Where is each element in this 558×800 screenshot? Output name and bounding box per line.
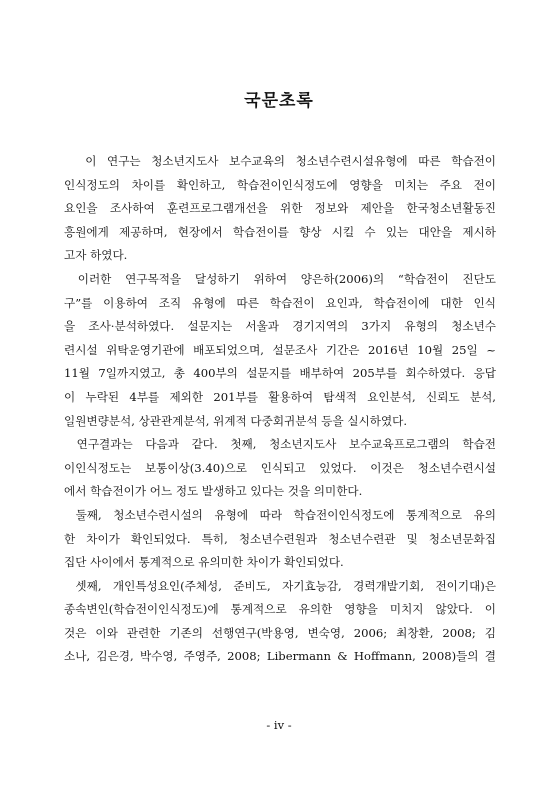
text-line: 것은 이와 관련한 기존의 선행연구(박용영, 변숙영, 2006; 최창환, 2008; 김 [64,625,496,640]
page-title: 국문초록 [244,91,314,111]
text-line: 을 조사·분석하였다. 설문지는 서울과 경기지역의 3가지 유형의 청소년수 [64,319,496,334]
text-line: 이 누락된 4부를 제외한 201부를 활용하여 탐색적 요인분석, 신뢰도 분석, [64,389,496,404]
text-line: 이인식정도는 보통이상(3.40)으로 인식되고 있었다. 이것은 청소년수련시설 [64,460,496,475]
text-line: 집단 사이에서 통계적으로 유의미한 차이가 확인되었다. [64,555,344,570]
text-line: 셋째, 개인특성요인(주체성, 준비도, 자기효능감, 경력개발기회, 전이기대)은 [64,578,496,593]
text-line: 인식정도의 차이를 확인하고, 학습전이인식정도에 영향을 미치는 주요 전이 [64,177,496,192]
text-line: 흥원에게 제공하며, 현장에서 학습전이를 향상 시킬 수 있는 대안을 제시하 [64,224,496,239]
text-line: 요인을 조사하여 훈련프로그램개선을 위한 정보와 제안을 한국청소년활동진 [64,201,496,216]
text-line: 이 연구는 청소년지도사 보수교육의 청소년수련시설유형에 따른 학습전이 [64,154,496,168]
text-line: 소나, 김은경, 박수영, 주영주, 2008; Libermann & Hoffmann, 2008)들의 결 [64,649,496,664]
text-line: 둘째, 청소년수련시설의 유형에 따라 학습전이인식정도에 통계적으로 유의 [64,507,496,522]
text-line: 종속변인(학습전이인식정도)에 통계적으로 유의한 영향을 미치지 않았다. 이 [64,602,496,617]
text-line: 에서 학습전이가 어느 정도 발생하고 있다는 것을 의미한다. [64,484,363,499]
abstract-body [64,150,496,669]
text-line: 구”를 이용하여 조직 유형에 따른 학습전이 요인과, 학습전이에 대한 인식 [64,295,496,310]
page-number: - iv - [266,718,292,732]
text-line: 11월 7일까지였고, 총 400부의 설문지를 배부하여 205부를 회수하였다. 응답 [64,366,496,381]
text-line: 이러한 연구목적을 달성하기 위하여 양은하(2006)의 “학습전이 진단도 [64,271,496,286]
text-line: 일원변량분석, 상관관계분석, 위계적 다중회귀분석 등을 실시하였다. [64,413,408,428]
text-line: 고자 하였다. [64,248,128,263]
text-line: 한 차이가 확인되었다. 특히, 청소년수련원과 청소년수련관 및 청소년문화집 [64,531,496,546]
text-line: 련시설 위탁운영기관에 배포되었으며, 설문조사 기간은 2016년 10월 25일 ~ [64,342,496,357]
text-line: 연구결과는 다음과 같다. 첫째, 청소년지도사 보수교육프로그램의 학습전 [64,437,496,452]
